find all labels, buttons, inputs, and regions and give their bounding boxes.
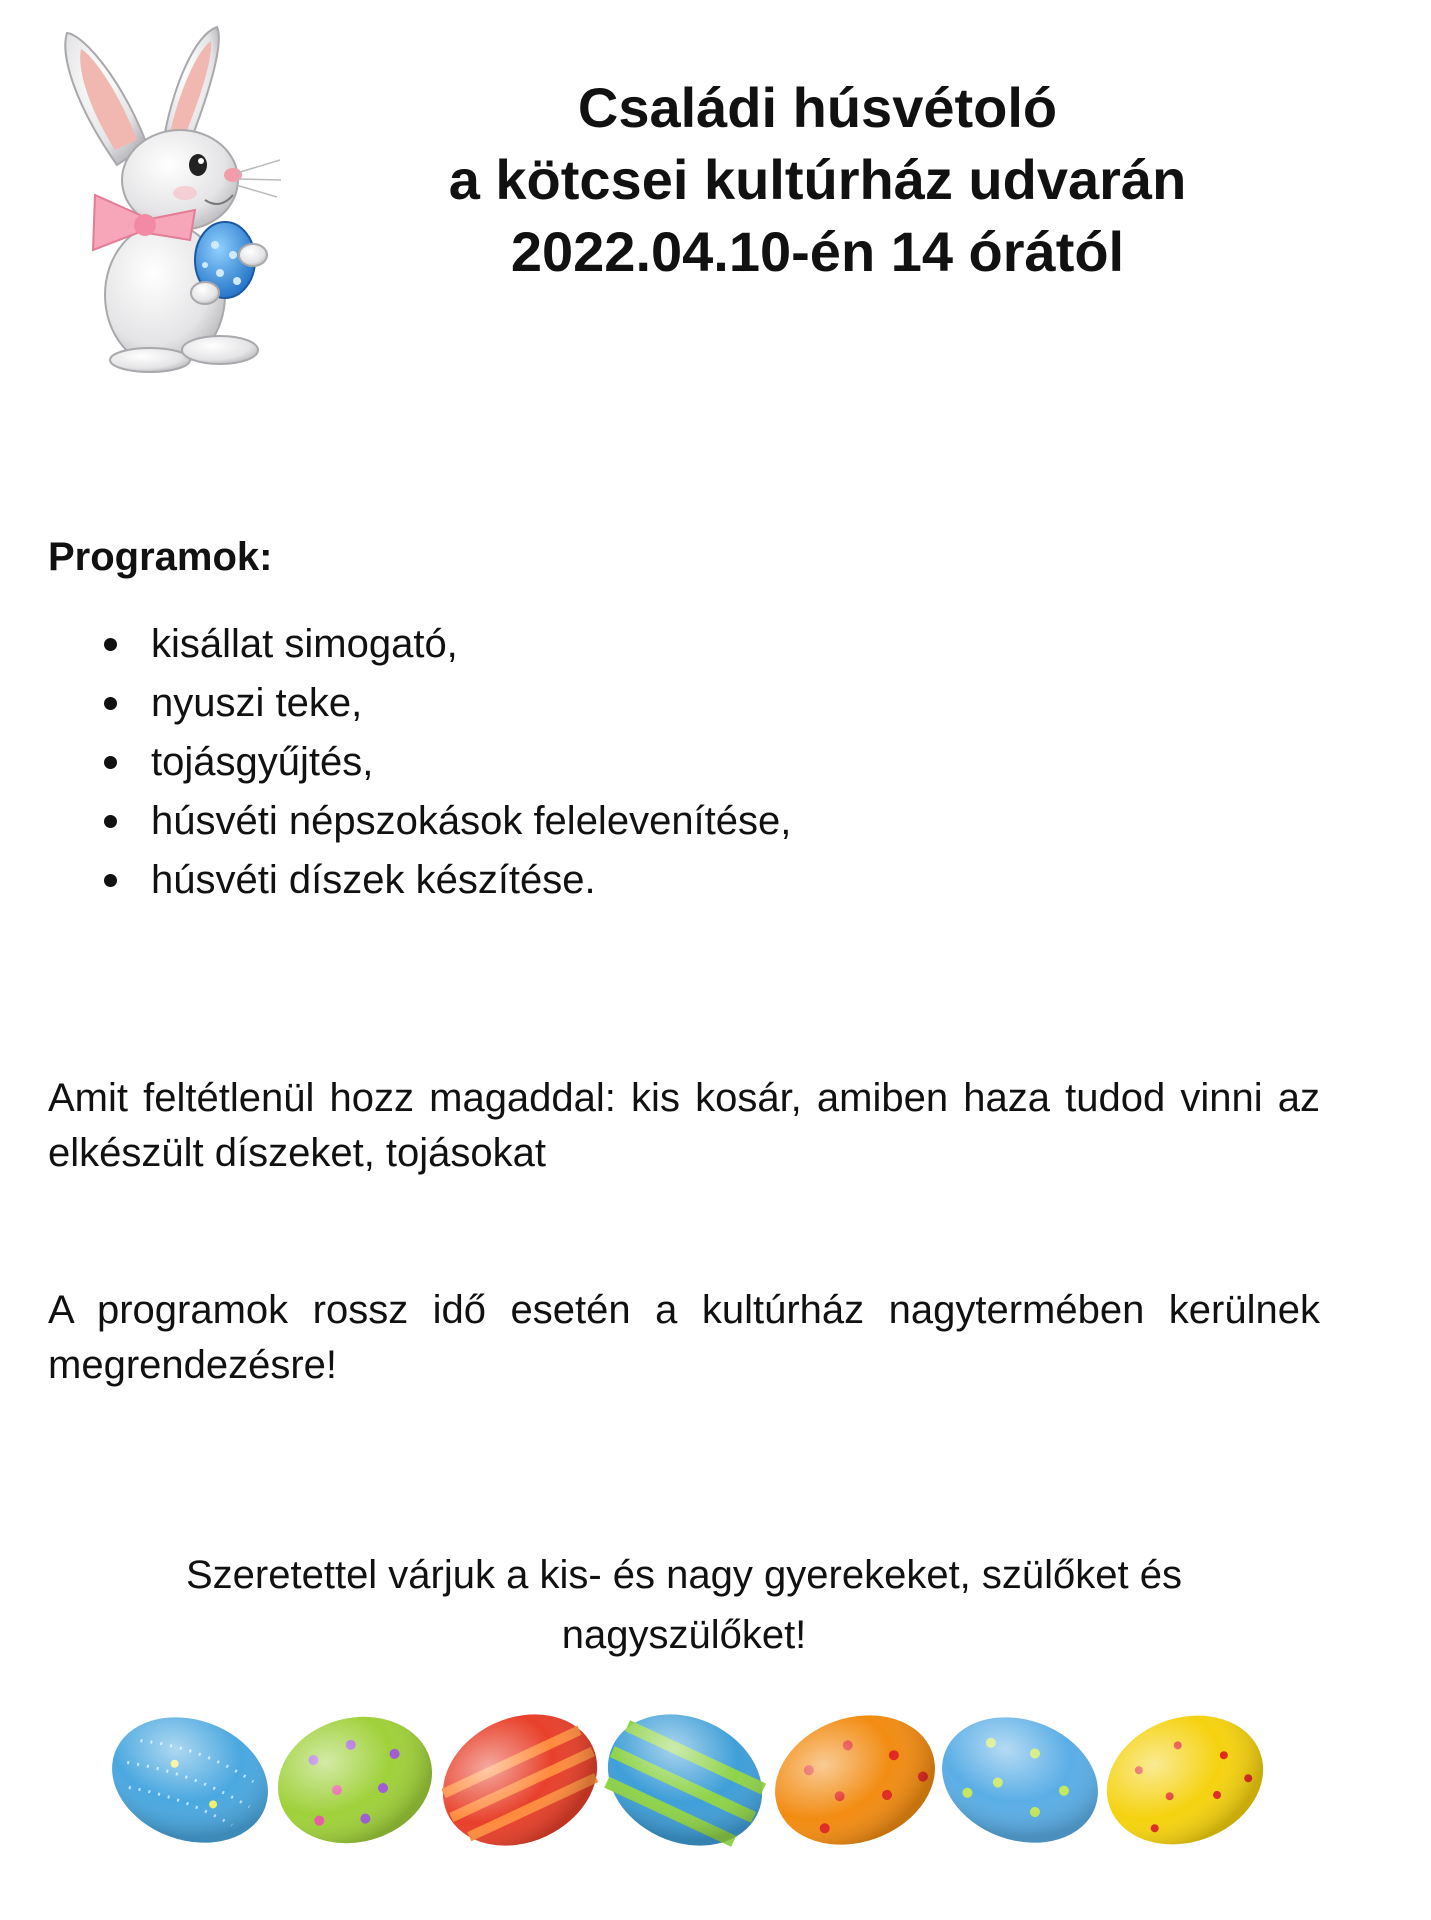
program-item-label: nyuszi teke, <box>151 681 363 725</box>
closing-message <box>48 1545 1320 1665</box>
blue-green-striped-egg-icon <box>586 1690 783 1870</box>
bullet-icon <box>104 638 117 651</box>
yellow-dotted-egg-icon <box>1089 1694 1270 1865</box>
programs-heading: Programok: <box>48 535 273 579</box>
title-line-date-time: 2022.04.10-én 14 órától <box>510 220 1125 283</box>
orange-dotted-egg-icon <box>757 1694 954 1867</box>
program-item-label: húsvéti díszek készítése. <box>151 858 596 902</box>
programs-list <box>48 615 791 910</box>
list-item <box>48 733 791 792</box>
program-item-label: húsvéti népszokások felelevenítése, <box>151 799 792 843</box>
list-item <box>48 615 791 674</box>
light-blue-dotted-egg-icon <box>924 1696 1115 1863</box>
closing-line-2: nagyszülőket! <box>561 1613 807 1657</box>
easter-eggs-row <box>110 1690 1270 1870</box>
event-title <box>320 72 1315 288</box>
title-line-event-name: Családi húsvétoló <box>577 76 1058 139</box>
weather-note: A programok rossz idő esetén a kultúrház nagytermében kerülnek megrendezésre! <box>48 1288 1320 1387</box>
list-item <box>48 674 791 733</box>
list-item <box>48 792 791 851</box>
blue-dotted-egg-icon <box>110 1696 286 1863</box>
bring-note: Amit feltétlenül hozz magaddal: kis kosár, amiben haza tudod vinni az elkészült díszeket, tojásokat <box>48 1076 1320 1175</box>
bullet-icon <box>104 756 117 769</box>
program-item-label: kisállat simogató, <box>151 622 458 666</box>
program-item-label: tojásgyűjtés, <box>151 740 374 784</box>
closing-line-1: Szeretettel várjuk a kis- és nagy gyerekeket, szülőket és <box>185 1553 1182 1597</box>
list-item <box>48 851 791 910</box>
bullet-icon <box>104 815 117 828</box>
red-striped-egg-icon <box>421 1690 618 1870</box>
easter-bunny-icon <box>55 15 285 375</box>
title-line-location: a kötcsei kultúrház udvarán <box>448 148 1187 211</box>
bullet-icon <box>104 697 117 710</box>
bullet-icon <box>104 874 117 887</box>
green-dotted-egg-icon <box>264 1700 447 1860</box>
